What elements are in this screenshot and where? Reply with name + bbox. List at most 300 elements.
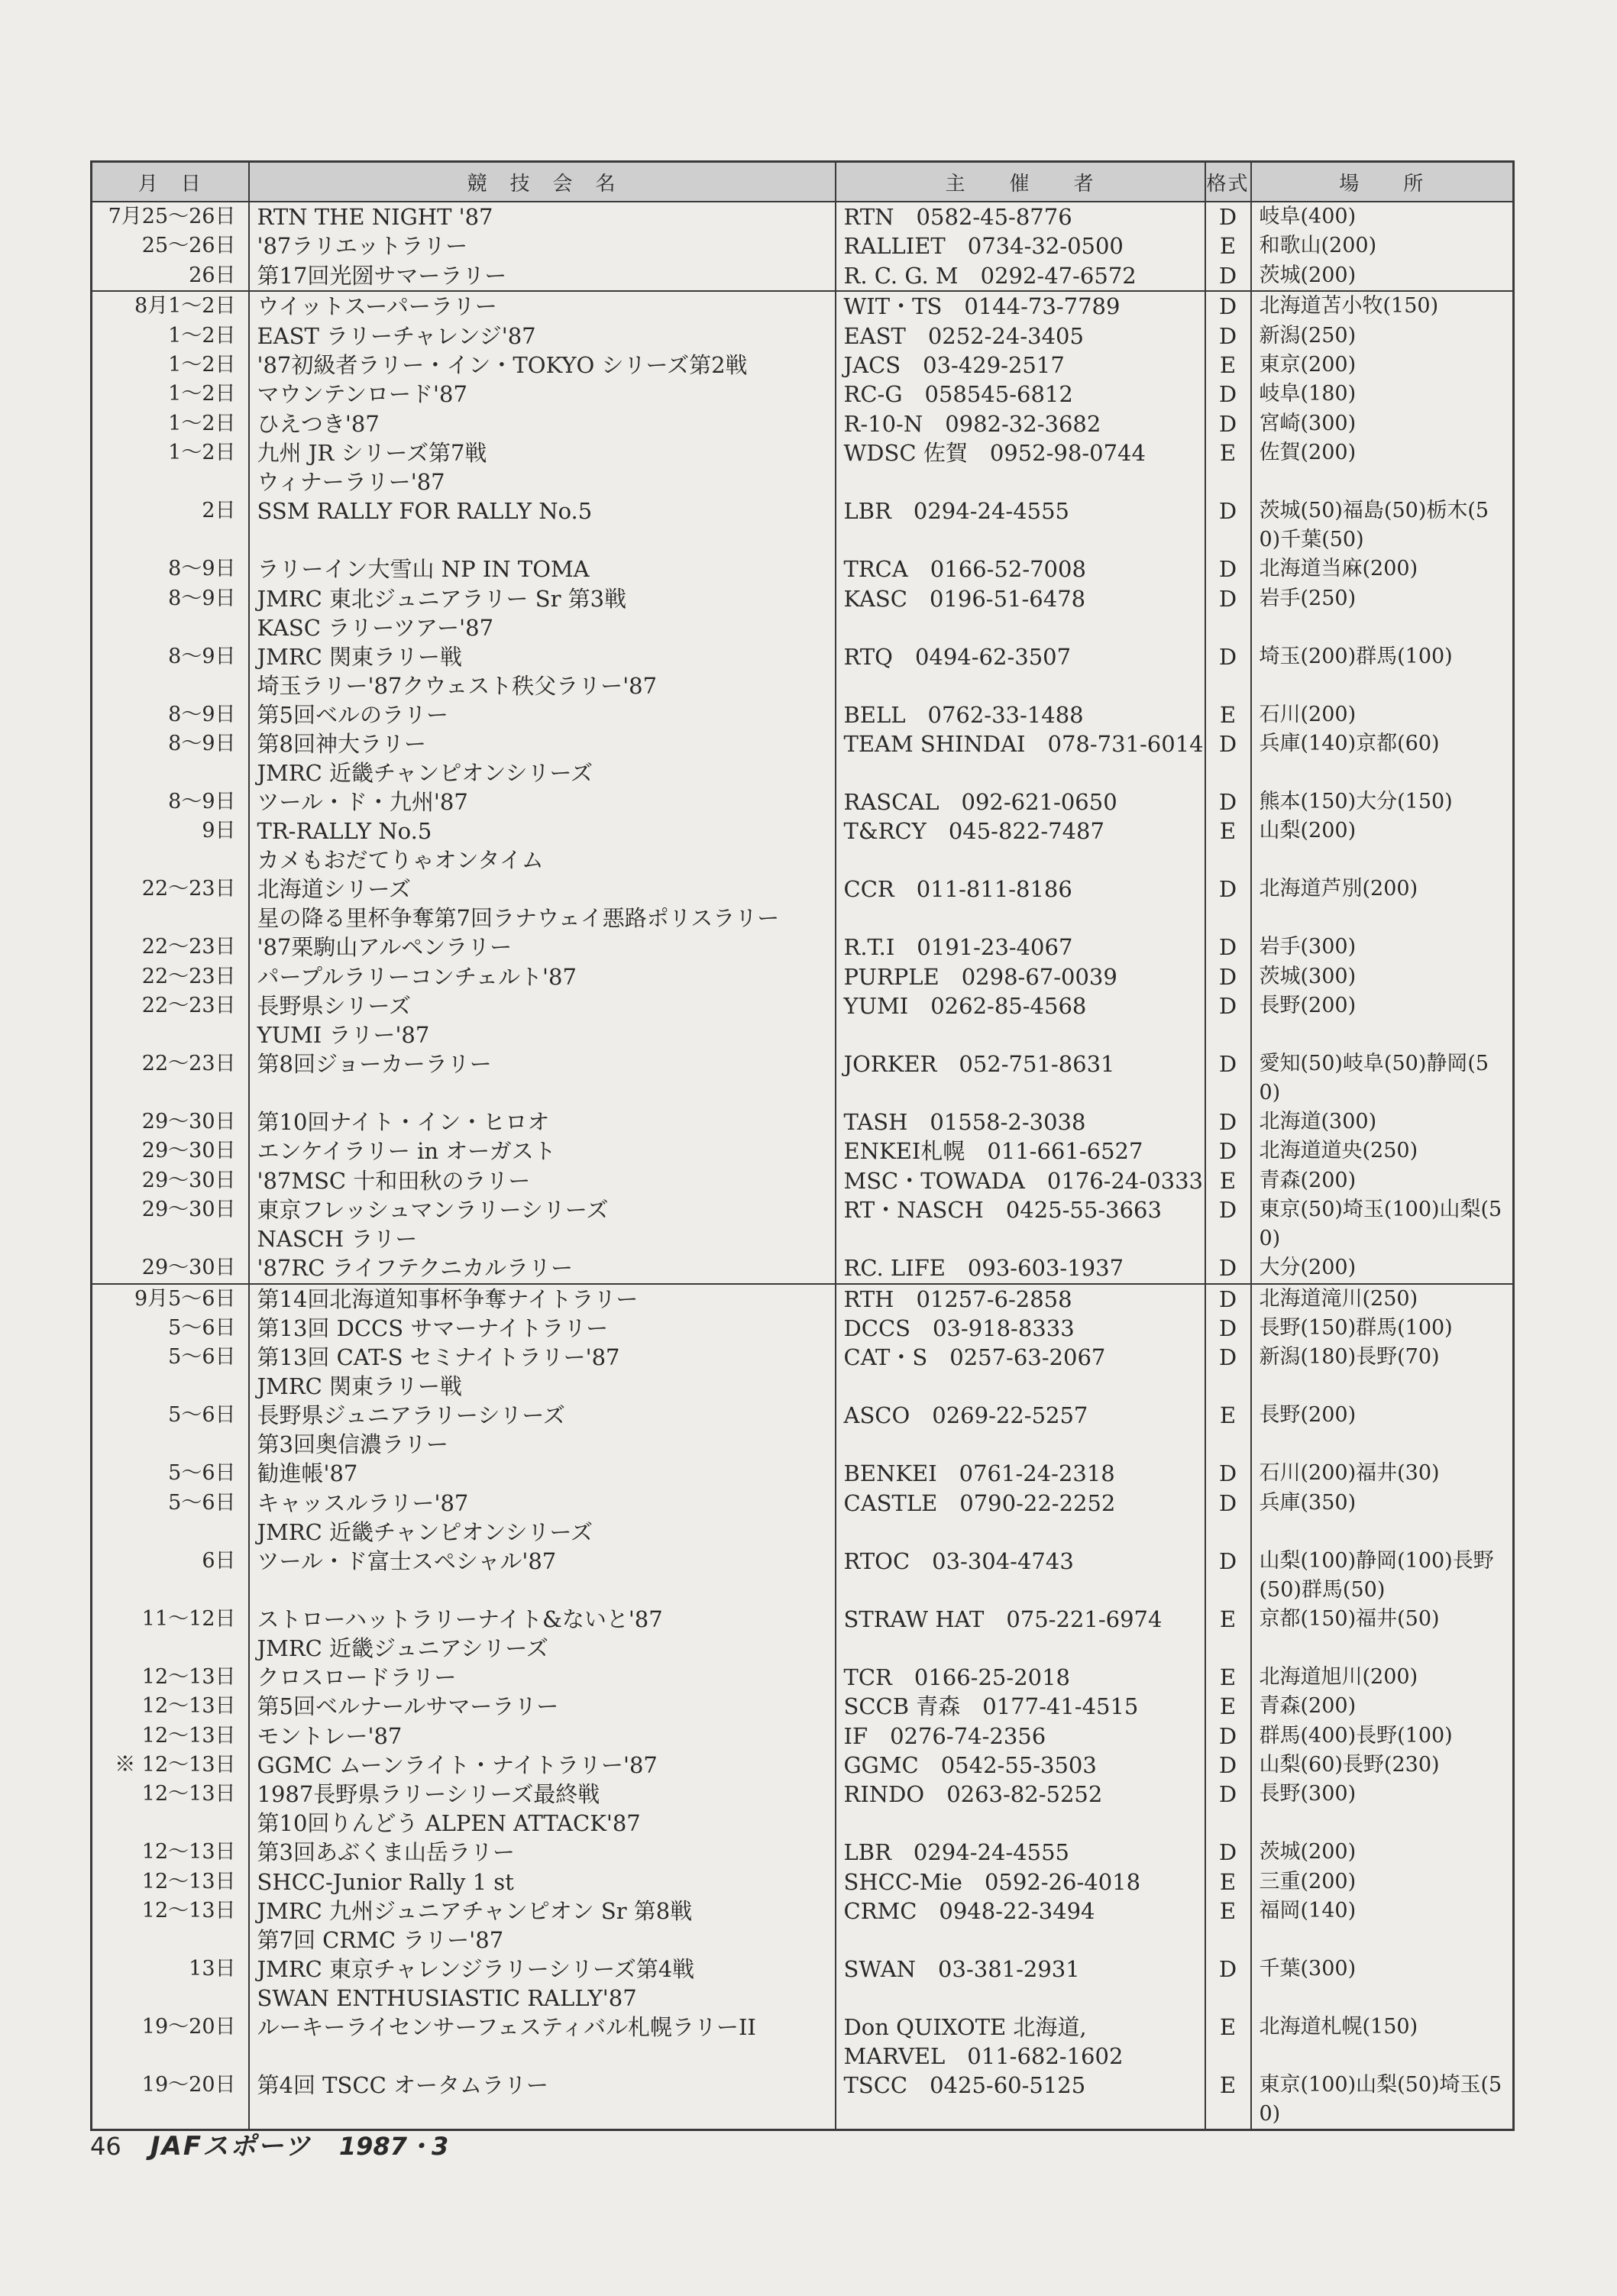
event-name-cell [249,1838,836,1867]
event-place: 長野(200) [1259,1403,1357,1428]
event-date: 1〜2日 [92,380,249,409]
event-place: 北海道札幌(150) [1259,2015,1418,2039]
organizer: KASC 0196-51-6478 [843,585,1086,612]
organizer: RC-G 058545-6812 [843,381,1073,408]
event-name-cell [249,933,836,962]
event-name-cell [249,1049,836,1108]
event-name-cell [249,438,836,496]
event-name: パープルラリーコンチェルト'87 [257,963,577,990]
event-date: 12〜13日 [92,1780,249,1838]
event-name-cell [249,1868,836,1897]
event-place: 北海道滝川(250) [1259,1286,1418,1311]
event-place-cell [1251,1751,1514,1780]
event-place: 北海道(300) [1259,1110,1377,1134]
event-name: '87初級者ラリー・イン・TOKYO シリーズ第2戦 [257,351,748,378]
event-place: 愛知(50)岐阜(50)静岡(50) [1259,1052,1489,1105]
event-name: 第3回あぶくま山岳ラリー [257,1839,515,1866]
event-name: 長野県ジュニアラリーシリーズ [257,1402,565,1429]
event-name: クロスロードラリー [257,1664,457,1690]
event-name: 第10回ナイト・イン・ヒロオ [257,1109,550,1136]
table-row [92,933,1514,962]
event-name: EAST ラリーチャレンジ'87 [257,322,536,349]
table-row [92,1459,1514,1488]
event-place: 岩手(300) [1259,935,1357,959]
organizer: RTQ 0494-62-3507 [843,643,1072,670]
organizer: WDSC 佐賀 0952-98-0744 [843,440,1146,467]
organizer-cell [836,1049,1205,1108]
event-name-cell [249,1489,836,1547]
organizer-cell [836,409,1205,438]
organizer-cell [836,1459,1205,1488]
event-format: D [1205,1547,1251,1605]
event-date: 6日 [92,1547,249,1605]
event-place-cell [1251,1284,1514,1314]
event-date: 8〜9日 [92,555,249,584]
event-name: TR-RALLY No.5 [257,818,432,845]
event-name: キャッスルラリー'87 [257,1489,469,1516]
event-format: D [1205,787,1251,817]
event-date: 5〜6日 [92,1401,249,1459]
table-row [92,1955,1514,2013]
event-date: 5〜6日 [92,1459,249,1488]
event-place: 茨城(200) [1259,1840,1357,1864]
event-place: 福岡(140) [1259,1899,1357,1923]
organizer-cell [836,496,1205,555]
event-name-cell [249,1692,836,1721]
event-date: 1〜2日 [92,438,249,496]
rally-schedule-table [90,160,1515,2131]
table-row [92,642,1514,700]
event-name: ツール・ド富士スペシャル'87 [257,1547,557,1574]
event-name-cell [249,1166,836,1195]
event-format: D [1205,1314,1251,1343]
event-name: '87RC ライフテクニカルラリー [257,1255,574,1282]
schedule-body [92,202,1514,2130]
event-name: JMRC 関東ラリー戦 [257,643,463,670]
event-date: 12〜13日 [92,1868,249,1897]
organizer: ASCO 0269-22-5257 [843,1402,1088,1429]
event-name: NASCH ラリー [257,1226,418,1253]
organizer: RTN 0582-45-8776 [843,204,1072,230]
organizer: MARVEL 011-682-1602 [843,2043,1124,2070]
event-name-cell [249,291,836,321]
event-place-cell [1251,1314,1514,1343]
event-place: 宮崎(300) [1259,411,1357,435]
event-name-cell [249,322,836,351]
event-format: E [1205,2013,1251,2071]
organizer-cell [836,1692,1205,1721]
organizer-cell [836,817,1205,875]
organizer-cell [836,1663,1205,1692]
event-place-cell [1251,729,1514,787]
event-name: '87ラリエットラリー [257,233,468,260]
organizer-cell [836,1343,1205,1401]
event-place-cell [1251,933,1514,962]
event-name-cell [249,1955,836,2013]
table-row [92,1343,1514,1401]
event-date: 22〜23日 [92,875,249,933]
header-date: 月 日 [92,162,249,202]
organizer-cell [836,933,1205,962]
event-place-cell [1251,380,1514,409]
organizer: TCR 0166-25-2018 [843,1664,1070,1690]
event-place: 北海道芦別(200) [1259,877,1418,901]
table-row [92,875,1514,933]
organizer: EAST 0252-24-3405 [843,322,1084,349]
event-name: ウィナーラリー'87 [257,469,445,496]
event-place: 長野(200) [1259,994,1357,1018]
event-name-cell [249,2071,836,2130]
event-place-cell [1251,1049,1514,1108]
event-date: 25〜26日 [92,231,249,260]
event-name: JMRC 関東ラリー戦 [257,1373,463,1400]
organizer: ENKEI札幌 011-661-6527 [843,1138,1143,1165]
organizer: BELL 0762-33-1488 [843,701,1084,728]
event-format: E [1205,1868,1251,1897]
organizer-cell [836,1253,1205,1283]
event-name: ストローハットラリーナイト&ないと'87 [257,1606,663,1632]
event-name: 第17回光圀サマーラリー [257,262,507,289]
organizer: JORKER 052-751-8631 [843,1051,1115,1078]
event-name-cell [249,261,836,291]
event-date: 29〜30日 [92,1195,249,1253]
event-name-cell [249,202,836,231]
organizer: JACS 03-429-2517 [843,351,1065,378]
organizer: RC. LIFE 093-603-1937 [843,1255,1124,1282]
event-format: E [1205,700,1251,729]
event-date: 8〜9日 [92,584,249,642]
event-name-cell [249,1547,836,1605]
event-name: KASC ラリーツアー'87 [257,614,494,641]
event-date: 2日 [92,496,249,555]
organizer-cell [836,1108,1205,1137]
event-date: 22〜23日 [92,991,249,1049]
organizer: BENKEI 0761-24-2318 [843,1460,1115,1487]
organizer-cell [836,1722,1205,1751]
event-format: D [1205,1489,1251,1547]
event-name-cell [249,1108,836,1137]
event-name-cell [249,555,836,584]
event-format: D [1205,584,1251,642]
event-place: 北海道旭川(200) [1259,1664,1418,1689]
event-place-cell [1251,1489,1514,1547]
event-date: 8〜9日 [92,729,249,787]
event-place-cell [1251,291,1514,321]
event-format: D [1205,555,1251,584]
organizer: CAT・S 0257-63-2067 [843,1344,1106,1371]
header-format: 格式 [1205,162,1251,202]
organizer: WIT・TS 0144-73-7789 [843,293,1121,320]
event-date: 19〜20日 [92,2071,249,2130]
table-header-row [92,162,1514,202]
organizer-cell [836,322,1205,351]
event-place: 大分(200) [1259,1256,1357,1280]
event-name-cell [249,1195,836,1253]
table-row [92,1489,1514,1547]
event-place: 岐阜(180) [1259,382,1357,406]
event-place-cell [1251,1605,1514,1663]
organizer: R-10-N 0982-32-3682 [843,410,1101,437]
event-date: 8〜9日 [92,787,249,817]
event-name: 埼玉ラリー'87クウェスト秩父ラリー'87 [257,672,658,699]
event-place: 埼玉(200)群馬(100) [1259,644,1453,668]
organizer-cell [836,1897,1205,1955]
event-format: D [1205,1722,1251,1751]
organizer-cell [836,729,1205,787]
event-name: JMRC 東京チャレンジラリーシリーズ第4戦 [257,1956,695,1983]
event-date: 9日 [92,817,249,875]
event-format: E [1205,2071,1251,2130]
event-date: 12〜13日 [92,1722,249,1751]
event-name-cell [249,875,836,933]
table-row [92,1547,1514,1605]
table-row [92,496,1514,555]
table-row [92,351,1514,380]
event-date: 1〜2日 [92,351,249,380]
event-place-cell [1251,1195,1514,1253]
event-name: ツール・ド・九州'87 [257,788,468,815]
organizer-cell [836,261,1205,291]
organizer: GGMC 0542-55-3503 [843,1751,1097,1778]
event-name-cell [249,496,836,555]
event-place-cell [1251,1868,1514,1897]
event-format: D [1205,1253,1251,1283]
organizer-cell [836,231,1205,260]
event-place-cell [1251,1780,1514,1838]
organizer: TASH 01558-2-3038 [843,1109,1086,1136]
event-name-cell [249,1897,836,1955]
organizer-cell [836,584,1205,642]
organizer: LBR 0294-24-4555 [843,1839,1070,1866]
organizer: RTH 01257-6-2858 [843,1285,1072,1312]
table-row [92,1663,1514,1692]
table-row [92,817,1514,875]
event-name: ルーキーライセンサーフェスティバル札幌ラリーII [257,2014,756,2041]
event-date: 12〜13日 [92,1692,249,1721]
organizer-cell [836,1401,1205,1459]
event-place-cell [1251,1401,1514,1459]
event-format: E [1205,1166,1251,1195]
event-place-cell [1251,584,1514,642]
event-format: D [1205,291,1251,321]
event-name: 勧進帳'87 [257,1460,358,1487]
header-event-name: 競 技 会 名 [249,162,836,202]
event-name-cell [249,380,836,409]
event-name: YUMI ラリー'87 [257,1022,430,1049]
organizer-cell [836,1955,1205,2013]
table-row [92,1314,1514,1343]
event-place: 岐阜(400) [1259,205,1357,228]
event-place: 和歌山(200) [1259,234,1377,258]
table-row [92,2013,1514,2071]
event-name-cell [249,700,836,729]
event-date: 29〜30日 [92,1253,249,1283]
table-row [92,1722,1514,1751]
event-format: E [1205,1605,1251,1663]
event-name: 第13回 CAT-S セミナイトラリー'87 [257,1344,620,1371]
event-date: 22〜23日 [92,962,249,991]
event-date: 8〜9日 [92,700,249,729]
event-place-cell [1251,875,1514,933]
event-place-cell [1251,351,1514,380]
organizer: SCCB 青森 0177-41-4515 [843,1693,1139,1720]
event-name: 第4回 TSCC オータムラリー [257,2072,548,2099]
organizer-cell [836,202,1205,231]
event-place-cell [1251,1547,1514,1605]
organizer-cell [836,1166,1205,1195]
organizer: CCR 011-811-8186 [843,876,1072,903]
event-format: D [1205,202,1251,231]
event-place: 山梨(100)静岡(100)長野(50)群馬(50) [1259,1548,1494,1602]
event-place-cell [1251,1955,1514,2013]
event-name: SWAN ENTHUSIASTIC RALLY'87 [257,1985,637,2012]
event-date: ※ 12〜13日 [92,1751,249,1780]
event-name: 長野県シリーズ [257,993,412,1020]
event-place: 兵庫(140)京都(60) [1259,731,1440,755]
event-date: 29〜30日 [92,1108,249,1137]
event-date: 22〜23日 [92,1049,249,1108]
event-place-cell [1251,496,1514,555]
table-row [92,2071,1514,2130]
event-place: 千葉(300) [1259,1957,1357,1981]
event-name: モントレー'87 [257,1722,403,1749]
table-row [92,729,1514,787]
event-format: D [1205,1108,1251,1137]
event-date: 22〜23日 [92,933,249,962]
table-row [92,1401,1514,1459]
organizer: RASCAL 092-621-0650 [843,788,1117,815]
organizer-cell [836,1838,1205,1867]
magazine-logo: JAFスポーツ [150,2131,312,2162]
event-place: 岩手(250) [1259,586,1357,610]
organizer-cell [836,787,1205,817]
table-row [92,1605,1514,1663]
event-name-cell [249,351,836,380]
event-name: 第5回ベルナールサマーラリー [257,1693,559,1720]
organizer-cell [836,1751,1205,1780]
organizer: YUMI 0262-85-4568 [843,993,1087,1020]
event-name: JMRC 九州ジュニアチャンピオン Sr 第8戦 [257,1898,693,1925]
event-name-cell [249,1459,836,1488]
event-place: 石川(200)福井(30) [1259,1461,1440,1486]
event-format: D [1205,380,1251,409]
event-name-cell [249,1605,836,1663]
event-date: 1〜2日 [92,409,249,438]
event-format: D [1205,322,1251,351]
event-place: 石川(200) [1259,702,1357,726]
event-format: D [1205,1343,1251,1401]
event-place: 熊本(150)大分(150) [1259,789,1453,813]
organizer: CASTLE 0790-22-2252 [843,1489,1116,1516]
organizer-cell [836,2013,1205,2071]
event-date: 19〜20日 [92,2013,249,2071]
event-place: 北海道道央(250) [1259,1139,1418,1163]
event-name-cell [249,1343,836,1401]
event-place-cell [1251,1253,1514,1283]
event-place: 長野(150)群馬(100) [1259,1316,1453,1340]
organizer: RINDO 0263-82-5252 [843,1781,1103,1808]
event-format: D [1205,1838,1251,1867]
event-place: 北海道苫小牧(150) [1259,294,1439,319]
organizer: TRCA 0166-52-7008 [843,556,1086,583]
organizer-cell [836,351,1205,380]
event-name: 第14回北海道知事杯争奪ナイトラリー [257,1285,639,1312]
table-row [92,1049,1514,1108]
event-date: 12〜13日 [92,1663,249,1692]
event-name: 第13回 DCCS サマーナイトラリー [257,1315,609,1342]
event-date: 8〜9日 [92,642,249,700]
event-format: D [1205,1955,1251,2013]
event-place-cell [1251,1722,1514,1751]
organizer-cell [836,555,1205,584]
event-name-cell [249,2013,836,2071]
event-place-cell [1251,1663,1514,1692]
organizer: IF 0276-74-2356 [843,1722,1046,1749]
event-place-cell [1251,1166,1514,1195]
organizer: TSCC 0425-60-5125 [843,2072,1086,2099]
event-date: 26日 [92,261,249,291]
table-row [92,555,1514,584]
event-format: E [1205,438,1251,496]
event-name: マウンテンロード'87 [257,381,467,408]
organizer: RALLIET 0734-32-0500 [843,233,1124,260]
organizer: STRAW HAT 075-221-6974 [843,1606,1163,1632]
event-name: '87MSC 十和田秋のラリー [257,1167,531,1194]
table-row [92,1751,1514,1780]
organizer-cell [836,438,1205,496]
organizer-cell [836,1137,1205,1166]
event-name: JMRC 東北ジュニアラリー Sr 第3戦 [257,585,627,612]
event-name-cell [249,231,836,260]
organizer: TEAM SHINDAI 078-731-6014 [843,730,1204,757]
event-place: 山梨(200) [1259,819,1357,843]
event-place: 東京(100)山梨(50)埼玉(50) [1259,2073,1502,2126]
event-format: D [1205,729,1251,787]
organizer: RT・NASCH 0425-55-3663 [843,1197,1162,1224]
event-name: 第8回神大ラリー [257,730,426,757]
event-format: E [1205,231,1251,260]
header-place: 場 所 [1251,162,1514,202]
page-footer [90,2125,448,2162]
event-name: 九州 JR シリーズ第7戦 [257,440,487,467]
organizer-cell [836,1868,1205,1897]
organizer: RTOC 03-304-4743 [843,1547,1074,1574]
event-format: D [1205,1195,1251,1253]
table-row [92,1195,1514,1253]
issue-date: 1987・3 [338,2132,449,2161]
event-place-cell [1251,991,1514,1049]
event-place-cell [1251,261,1514,291]
event-name: JMRC 近畿チャンピオンシリーズ [257,1518,593,1545]
event-place-cell [1251,409,1514,438]
organizer: MSC・TOWADA 0176-24-0333 [843,1167,1203,1194]
event-place: 三重(200) [1259,1869,1357,1893]
event-name: '87栗駒山アルペンラリー [257,934,513,961]
event-date: 5〜6日 [92,1489,249,1547]
event-place-cell [1251,1343,1514,1401]
event-place-cell [1251,555,1514,584]
event-name: カメもおだてりゃオンタイム [257,847,544,874]
header-organizer: 主 催 者 [836,162,1205,202]
event-name: JMRC 近畿ジュニアシリーズ [257,1635,548,1661]
event-name-cell [249,729,836,787]
event-place: 茨城(200) [1259,263,1357,287]
organizer-cell [836,642,1205,700]
event-date: 5〜6日 [92,1314,249,1343]
table-row [92,991,1514,1049]
event-place: 新潟(250) [1259,323,1357,348]
organizer-cell [836,875,1205,933]
